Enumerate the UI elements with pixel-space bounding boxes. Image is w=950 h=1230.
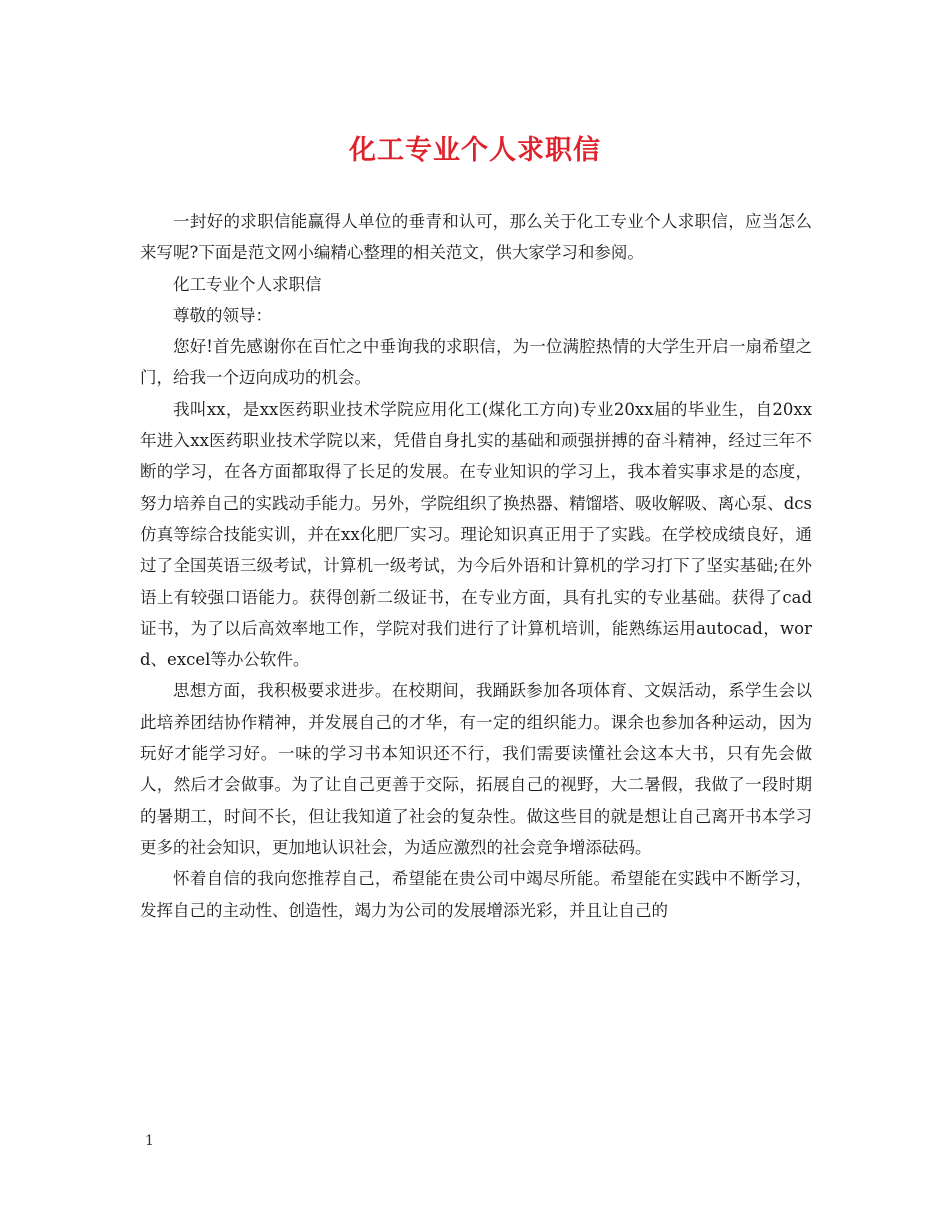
closing-paragraph: 怀着自信的我向您推荐自己，希望能在贵公司中竭尽所能。希望能在实践中不断学习，发挥自己的主动性、创造性，竭力为公司的发展增添光彩，并且让自己的 [140,869,812,920]
document-body [140,206,812,926]
greeting-paragraph: 您好!首先感谢你在百忙之中垂询我的求职信，为一位满腔热情的大学生开启一扇希望之门，给我一个迈向成功的机会。 [140,337,812,388]
ideology-paragraph: 思想方面，我积极要求进步。在校期间，我踊跃参加各项体育、文娱活动，系学生会以此培养团结协作精神，并发展自己的才华，有一定的组织能力。课余也参加各种运动，因为玩好才能学习好。一味的学习书本知识还不行，我们需要读懂社会这本大书，只有先会做人，然后才会做事。为了让自己更善于交际，拓展自己的视野，大二暑假，我做了一段时期的暑期工，时间不长，但让我知道了社会的复杂性。做这些目的就是想让自己离开书本学习更多的社会知识，更加地认识社会，为适应激烈的社会竞争增添砝码。 [140,681,812,857]
intro-paragraph: 一封好的求职信能赢得人单位的垂青和认可，那么关于化工专业个人求职信，应当怎么来写呢?下面是范文网小编精心整理的相关范文，供大家学习和参阅。 [140,212,812,263]
salutation: 尊敬的领导： [173,305,272,325]
letter-heading: 化工专业个人求职信 [173,274,322,294]
page-number: 1 [145,1133,154,1149]
education-paragraph: 我叫xx，是xx医药职业技术学院应用化工(煤化工方向)专业20xx届的毕业生，自20xx年进入xx医药职业技术学院以来，凭借自身扎实的基础和顽强拼搏的奋斗精神，经过三年不断的学习，在各方面都取得了长足的发展。在专业知识的学习上，我本着实事求是的态度，努力培养自己的实践动手能力。另外，学院组织了换热器、精馏塔、吸收解吸、离心泵、dcs仿真等综合技能实训，并在xx化肥厂实习。理论知识真正用于了实践。在学校成绩良好，通过了全国英语三级考试，计算机一级考试，为今后外语和计算机的学习打下了坚实基础;在外语上有较强口语能力。获得创新二级证书，在专业方面，具有扎实的专业基础。获得了cad证书，为了以后高效率地工作，学院对我们进行了计算机培训，能熟练运用autocad，word、excel等办公软件。 [140,399,812,670]
document-title: 化工专业个人求职信 [349,135,601,166]
